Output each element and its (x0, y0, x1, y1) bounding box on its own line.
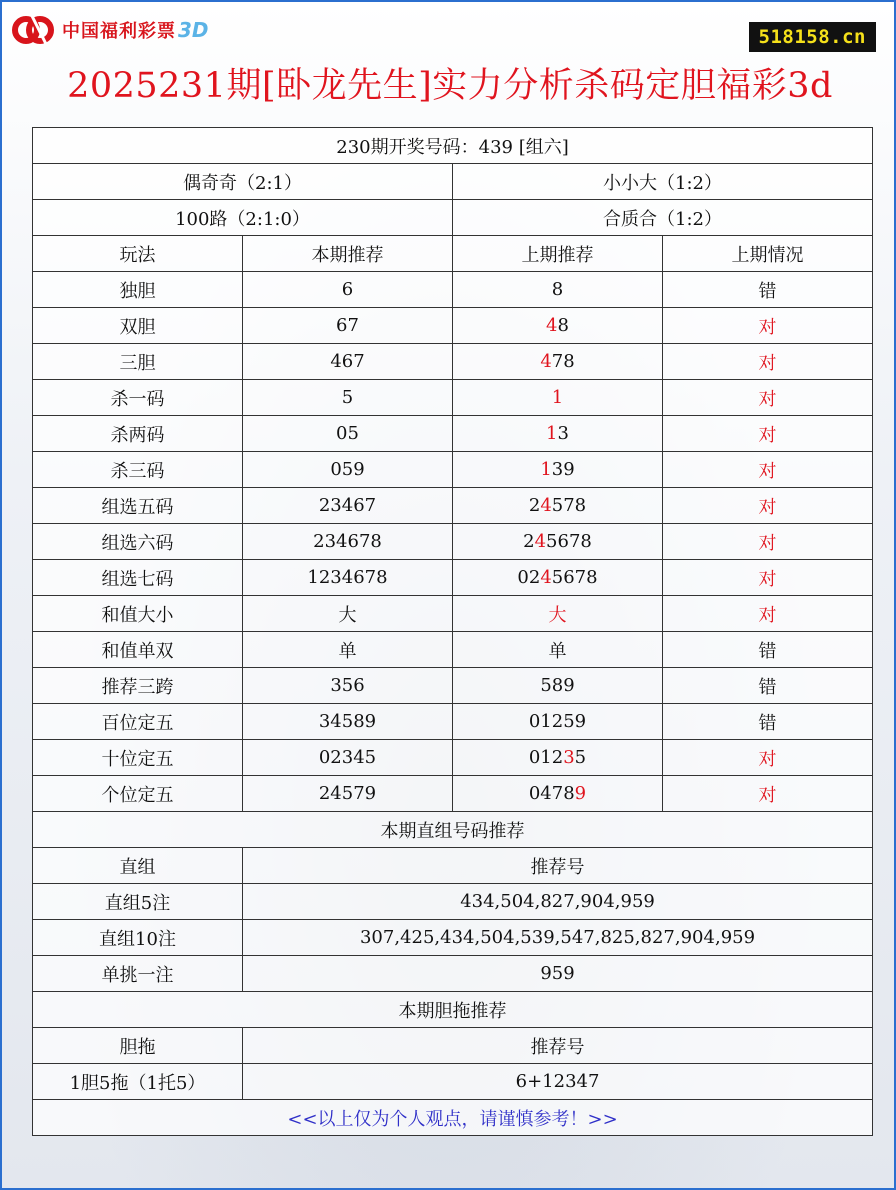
direct-value: 307,425,434,504,539,547,825,827,904,959 (243, 920, 873, 956)
play-name: 百位定五 (33, 704, 243, 740)
header-row (33, 236, 873, 272)
prev-pattern-row (33, 200, 873, 236)
last-result: 错 (663, 668, 873, 704)
last-pick (453, 308, 663, 344)
direct-value: 959 (243, 956, 873, 992)
footer-note: <<以上仅为个人观点，请谨慎参考！>> (33, 1100, 873, 1136)
play-row (33, 380, 873, 416)
current-pick: 24579 (243, 776, 453, 812)
last-pick (453, 524, 663, 560)
current-pick: 34589 (243, 704, 453, 740)
dantuo-header-row (33, 1028, 873, 1064)
play-name: 杀三码 (33, 452, 243, 488)
last-result: 对 (663, 488, 873, 524)
last-pick-segment: 1 (551, 387, 564, 408)
last-pick-segment: 39 (551, 459, 575, 480)
current-pick: 67 (243, 308, 453, 344)
site-badge: 518158.cn (749, 22, 876, 52)
direct-row (33, 956, 873, 992)
last-pick-segment: 78 (551, 351, 575, 372)
play-name: 推荐三跨 (33, 668, 243, 704)
play-row (33, 632, 873, 668)
play-row (33, 416, 873, 452)
current-pick: 5 (243, 380, 453, 416)
direct-header-value: 推荐号 (243, 848, 873, 884)
last-pick-segment: 8 (551, 279, 564, 300)
dantuo-header-value: 推荐号 (243, 1028, 873, 1064)
lottery-logo (12, 10, 209, 50)
last-result: 对 (663, 416, 873, 452)
last-result: 错 (663, 272, 873, 308)
dantuo-section-title: 本期胆拖推荐 (33, 992, 873, 1028)
direct-value: 434,504,827,904,959 (243, 884, 873, 920)
last-result: 对 (663, 740, 873, 776)
play-row (33, 740, 873, 776)
last-pick-segment: 4 (540, 567, 552, 588)
last-pick-segment: 2 (528, 495, 541, 516)
last-pick-segment: 4 (540, 495, 552, 516)
play-name: 双胆 (33, 308, 243, 344)
play-name: 个位定五 (33, 776, 243, 812)
last-pick-segment: 01259 (528, 711, 587, 732)
play-row (33, 488, 873, 524)
direct-header-label: 直组 (33, 848, 243, 884)
play-name: 组选五码 (33, 488, 243, 524)
play-row (33, 596, 873, 632)
play-name: 组选七码 (33, 560, 243, 596)
header-last: 上期推荐 (453, 236, 663, 272)
last-pick (453, 668, 663, 704)
direct-label: 单挑一注 (33, 956, 243, 992)
last-pick-segment: 5678 (546, 531, 592, 552)
last-pick-segment: 大 (548, 604, 567, 626)
dantuo-label: 1胆5拖（1托5） (33, 1064, 243, 1100)
dantuo-header-label: 胆拖 (33, 1028, 243, 1064)
play-row (33, 668, 873, 704)
play-row (33, 344, 873, 380)
play-name: 独胆 (33, 272, 243, 308)
direct-header-row (33, 848, 873, 884)
last-pick (453, 380, 663, 416)
last-pick-segment: 012 (528, 747, 564, 768)
direct-section-row (33, 812, 873, 848)
direct-label: 直组10注 (33, 920, 243, 956)
road-cell: 100路（2:1:0） (33, 200, 453, 236)
play-name: 杀一码 (33, 380, 243, 416)
play-name: 和值单双 (33, 632, 243, 668)
last-result: 对 (663, 524, 873, 560)
current-pick: 1234678 (243, 560, 453, 596)
play-row (33, 524, 873, 560)
play-row (33, 272, 873, 308)
last-pick (453, 704, 663, 740)
last-pick-segment: 578 (551, 495, 587, 516)
direct-section-title: 本期直组号码推荐 (33, 812, 873, 848)
last-pick (453, 740, 663, 776)
current-pick: 05 (243, 416, 453, 452)
dantuo-value: 6+12347 (243, 1064, 873, 1100)
current-pick: 6 (243, 272, 453, 308)
size-cell: 小小大（1:2） (453, 164, 873, 200)
play-name: 组选六码 (33, 524, 243, 560)
last-result: 对 (663, 344, 873, 380)
page-title: 2025231期[卧龙先生]实力分析杀码定胆福彩3d (67, 66, 833, 106)
last-result: 对 (663, 380, 873, 416)
last-pick (453, 452, 663, 488)
play-row (33, 308, 873, 344)
last-result: 对 (663, 596, 873, 632)
header-result: 上期情况 (663, 236, 873, 272)
prev-pattern-row (33, 164, 873, 200)
current-pick: 02345 (243, 740, 453, 776)
direct-row (33, 920, 873, 956)
current-pick: 467 (243, 344, 453, 380)
last-pick (453, 344, 663, 380)
current-pick: 356 (243, 668, 453, 704)
last-pick (453, 776, 663, 812)
play-row (33, 776, 873, 812)
header-play: 玩法 (33, 236, 243, 272)
last-pick (453, 272, 663, 308)
logo-3d-text: 3D (178, 18, 209, 42)
last-pick-segment: 5678 (551, 567, 598, 588)
last-pick-segment: 3 (557, 423, 569, 444)
last-result: 对 (663, 452, 873, 488)
prev-draw-cell: 230期开奖号码：439 [组六] (33, 128, 873, 164)
play-name: 杀两码 (33, 416, 243, 452)
last-pick-segment: 1 (546, 423, 558, 444)
lottery-logo-icon (12, 10, 56, 50)
last-pick (453, 596, 663, 632)
last-pick (453, 632, 663, 668)
last-pick-segment: 单 (548, 640, 567, 662)
odd-even-cell: 偶奇奇（2:1） (33, 164, 453, 200)
dantuo-section-row (33, 992, 873, 1028)
footer-row (33, 1100, 873, 1136)
last-pick (453, 416, 663, 452)
last-pick-segment: 3 (563, 747, 575, 768)
header-current: 本期推荐 (243, 236, 453, 272)
last-pick-segment: 5 (574, 747, 587, 768)
last-pick-segment: 02 (517, 567, 541, 588)
current-pick: 059 (243, 452, 453, 488)
play-name: 十位定五 (33, 740, 243, 776)
play-row (33, 560, 873, 596)
play-name: 和值大小 (33, 596, 243, 632)
last-pick-segment: 0478 (528, 783, 575, 804)
current-pick: 23467 (243, 488, 453, 524)
prime-cell: 合质合（1:2） (453, 200, 873, 236)
direct-row (33, 884, 873, 920)
last-pick-segment: 589 (540, 675, 575, 696)
last-pick-segment: 4 (534, 531, 547, 552)
current-pick: 234678 (243, 524, 453, 560)
play-row (33, 452, 873, 488)
last-pick-segment: 4 (540, 351, 552, 372)
last-pick (453, 488, 663, 524)
last-pick-segment: 1 (540, 459, 552, 480)
last-pick-segment: 2 (523, 531, 535, 552)
last-result: 对 (663, 308, 873, 344)
last-result: 对 (663, 560, 873, 596)
dantuo-row (33, 1064, 873, 1100)
last-pick-segment: 9 (574, 783, 587, 804)
logo-text: 中国福利彩票 (62, 21, 176, 42)
last-pick-segment: 4 (546, 315, 558, 336)
last-result: 错 (663, 704, 873, 740)
direct-label: 直组5注 (33, 884, 243, 920)
last-pick (453, 560, 663, 596)
current-pick: 大 (243, 596, 453, 632)
last-pick-segment: 8 (557, 315, 569, 336)
prev-draw-row (33, 128, 873, 164)
current-pick: 单 (243, 632, 453, 668)
last-result: 对 (663, 776, 873, 812)
play-row (33, 704, 873, 740)
analysis-table (32, 127, 873, 1136)
last-result: 错 (663, 632, 873, 668)
play-name: 三胆 (33, 344, 243, 380)
